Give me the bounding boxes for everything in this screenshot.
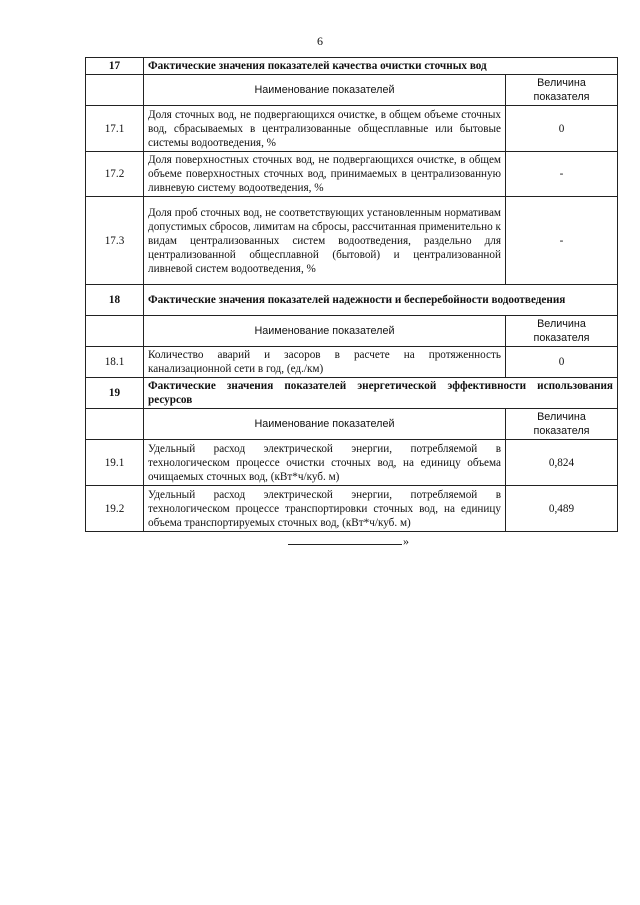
column-header-value: Величина показателя [506,316,618,347]
table-row [86,152,618,197]
row-description: Доля поверхностных сточных вод, не подвергающихся очистке, в общем объеме поверхностных сточных вод, принимаемых в централизованную ливневую систему водоотведения, % [144,152,506,197]
table-row [86,197,618,285]
row-value: - [506,152,618,197]
header-row [86,75,618,106]
section-row [86,378,618,409]
table-row [86,486,618,532]
table-row [86,440,618,486]
row-description: Доля сточных вод, не подвергающихся очистке, в общем объеме сточных вод, сбрасываемых в централизованные общесплавные или бытовые системы водоотведения, % [144,106,506,152]
section-number: 18 [86,285,144,316]
column-header-value: Величина показателя [506,75,618,106]
section-row [86,285,618,316]
row-description: Удельный расход электрической энергии, потребляемой в технологическом процессе очистки сточных вод, на единицу объема очищаемых сточных вод, (кВт*ч/куб. м) [144,440,506,486]
row-value: 0 [506,106,618,152]
section-number: 17 [86,58,144,75]
empty-cell [86,316,144,347]
row-value: - [506,197,618,285]
table-row [86,106,618,152]
closing-quote: » [403,534,409,548]
indicators-table [85,57,618,532]
empty-cell [86,75,144,106]
row-value: 0,489 [506,486,618,532]
section-title: Фактические значения показателей энергетической эффективности использования ресурсов [144,378,618,409]
row-number: 19.2 [86,486,144,532]
row-value: 0 [506,347,618,378]
row-value: 0,824 [506,440,618,486]
section-title: Фактические значения показателей качества очистки сточных вод [144,58,618,75]
empty-cell [86,409,144,440]
row-number: 18.1 [86,347,144,378]
section-title: Фактические значения показателей надежности и бесперебойности водоотведения [144,285,618,316]
column-header-value: Величина показателя [506,409,618,440]
row-description: Доля проб сточных вод, не соответствующих установленным нормативам допустимых сбросов, лимитам на сбросы, рассчитанная применительно к видам централизованных систем водоотведения, раздельно для централизованной общесплавной (бытовой) и централизованной ливневой систем водоотведения, % [144,197,506,285]
section-row [86,58,618,75]
row-number: 17.2 [86,152,144,197]
column-header-name: Наименование показателей [144,316,506,347]
column-header-name: Наименование показателей [144,409,506,440]
row-number: 17.3 [86,197,144,285]
end-quote-mark [288,534,409,549]
row-number: 19.1 [86,440,144,486]
row-number: 17.1 [86,106,144,152]
row-description: Количество аварий и засоров в расчете на протяженность канализационной сети в год, (ед./км) [144,347,506,378]
row-description: Удельный расход электрической энергии, потребляемой в технологическом процессе транспортировки сточных вод, на единицу объема транспортируемых сточных вод, (кВт*ч/куб. м) [144,486,506,532]
signature-line [288,534,402,545]
table-row [86,347,618,378]
section-number: 19 [86,378,144,409]
header-row [86,316,618,347]
header-row [86,409,618,440]
column-header-name: Наименование показателей [144,75,506,106]
page-number: 6 [317,34,323,48]
